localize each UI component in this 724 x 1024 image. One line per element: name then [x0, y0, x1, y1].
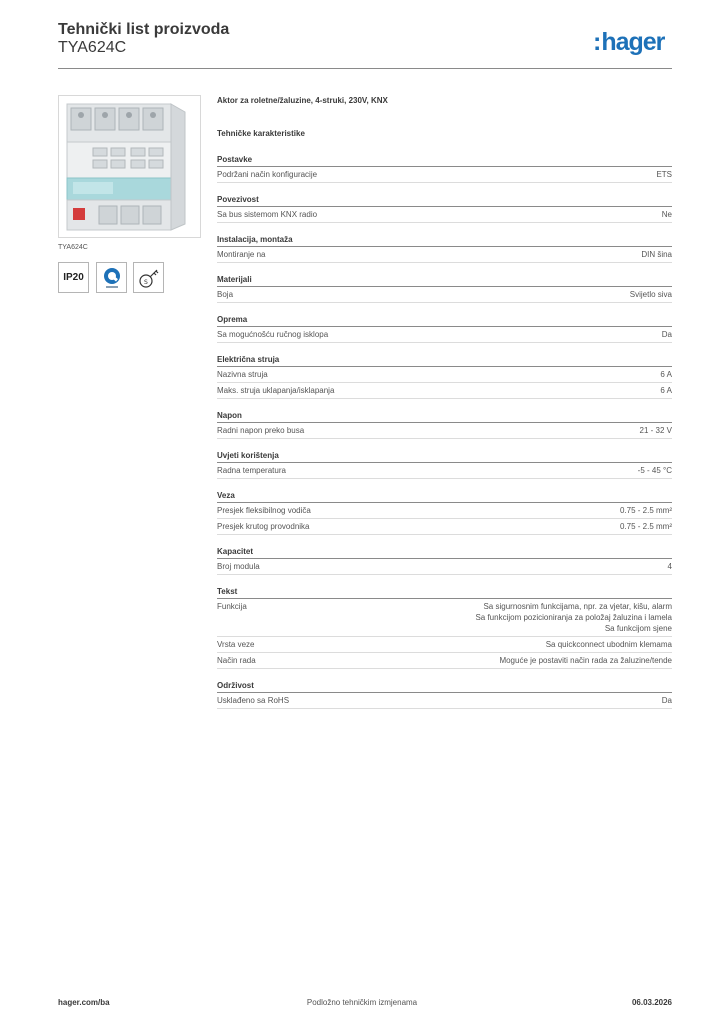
footer-notice: Podložno tehničkim izmjenama — [306, 998, 418, 1007]
spec-label: Vrsta veze — [217, 640, 255, 649]
spec-value: Ne — [661, 210, 672, 219]
product-caption: TYA624C — [58, 244, 88, 251]
product-code: TYA624C — [58, 39, 127, 56]
section-title: Kapacitet — [217, 547, 672, 559]
ip20-badge — [58, 262, 89, 293]
section-title: Veza — [217, 491, 672, 503]
section-title: Električna struja — [217, 355, 672, 367]
spec-section — [217, 587, 672, 669]
section-title: Postavke — [217, 155, 672, 167]
spec-section — [217, 547, 672, 575]
spec-section — [217, 275, 672, 303]
section-title: Uvjeti korištenja — [217, 451, 672, 463]
spec-row — [217, 463, 672, 479]
spec-label: Maks. struja uklapanja/isklapanja — [217, 386, 335, 395]
spec-value: 0.75 - 2.5 mm² — [619, 506, 672, 515]
section-title: Tekst — [217, 587, 672, 599]
spec-value: Sa sigurnosnim funkcijama, npr. za vjetar, kišu, alarm Sa funkcijom pozicioniranja za položaj žaluzina i lamela Sa funkcijom sjene — [475, 602, 672, 633]
specifications-column — [217, 96, 672, 721]
spec-value: 6 A — [660, 386, 672, 395]
spec-label: Presjek fleksibilnog vodiča — [217, 506, 311, 515]
spec-row — [217, 599, 672, 637]
spec-label: Boja — [217, 290, 234, 299]
spec-row — [217, 693, 672, 709]
spec-row — [217, 383, 672, 399]
section-title: Napon — [217, 411, 672, 423]
logo-text: hager — [601, 28, 665, 56]
spec-row — [217, 327, 672, 343]
spec-label: Sa bus sistemom KNX radio — [217, 210, 318, 219]
quality-certificate-icon — [96, 262, 127, 293]
spec-value: ETS — [656, 170, 672, 179]
spec-row — [217, 247, 672, 263]
spec-row — [217, 207, 672, 223]
section-title: Oprema — [217, 315, 672, 327]
spec-section — [217, 195, 672, 223]
spec-row — [217, 423, 672, 439]
spec-label: Montiranje na — [217, 250, 266, 259]
spec-value: Sa quickconnect ubodnim klemama — [545, 640, 672, 649]
spec-label: Nazivna struja — [217, 370, 268, 379]
spec-label: Broj modula — [217, 562, 260, 571]
spec-section — [217, 155, 672, 183]
spec-section — [217, 411, 672, 439]
spec-row — [217, 637, 672, 653]
spec-value: 21 - 32 V — [639, 426, 672, 435]
spec-section — [217, 451, 672, 479]
footer-date: 06.03.2026 — [631, 998, 672, 1007]
spec-section — [217, 681, 672, 709]
product-image — [58, 95, 201, 238]
spec-value: DIN šina — [641, 250, 672, 259]
knx-actuator-device-image — [59, 96, 200, 237]
ip20-label: IP20 — [63, 272, 84, 283]
spec-label: Usklađeno sa RoHS — [217, 696, 290, 705]
section-title: Instalacija, montaža — [217, 235, 672, 247]
hager-logo: :hager — [593, 28, 665, 56]
spec-section — [217, 355, 672, 399]
spec-value: Svijetlo siva — [629, 290, 672, 299]
spec-value: 6 A — [660, 370, 672, 379]
spec-row — [217, 367, 672, 383]
header-divider — [58, 68, 672, 69]
spec-label: Podržani način konfiguracije — [217, 170, 318, 179]
spec-section — [217, 235, 672, 263]
section-title: Materijali — [217, 275, 672, 287]
spec-row — [217, 503, 672, 519]
product-description: Aktor za roletne/žaluzine, 4-struki, 230V, KNX — [217, 96, 388, 105]
footer-website[interactable]: hager.com/ba — [58, 998, 110, 1007]
spec-sections — [217, 155, 672, 709]
manual-key-icon — [133, 262, 164, 293]
spec-label: Način rada — [217, 656, 256, 665]
tech-specs-heading: Tehničke karakteristike — [217, 129, 305, 138]
page-title: Tehnički list proizvoda — [58, 21, 230, 38]
section-title: Održivost — [217, 681, 672, 693]
spec-value: 4 — [667, 562, 672, 571]
spec-value: 0.75 - 2.5 mm² — [619, 522, 672, 531]
spec-row — [217, 287, 672, 303]
spec-section — [217, 315, 672, 343]
spec-label: Sa mogućnošću ručnog isklopa — [217, 330, 329, 339]
spec-label: Radni napon preko busa — [217, 426, 305, 435]
spec-row — [217, 167, 672, 183]
spec-value: Da — [661, 330, 672, 339]
spec-value: Da — [661, 696, 672, 705]
svg-text:S: S — [143, 278, 148, 286]
spec-row — [217, 559, 672, 575]
spec-label: Radna temperatura — [217, 466, 286, 475]
spec-row — [217, 519, 672, 535]
spec-value: -5 - 45 °C — [637, 466, 672, 475]
spec-row — [217, 653, 672, 669]
spec-value: Moguće je postaviti način rada za žaluzine/tende — [499, 656, 672, 665]
spec-section — [217, 491, 672, 535]
spec-label: Funkcija — [217, 602, 247, 611]
spec-label: Presjek krutog provodnika — [217, 522, 310, 531]
section-title: Povezivost — [217, 195, 672, 207]
